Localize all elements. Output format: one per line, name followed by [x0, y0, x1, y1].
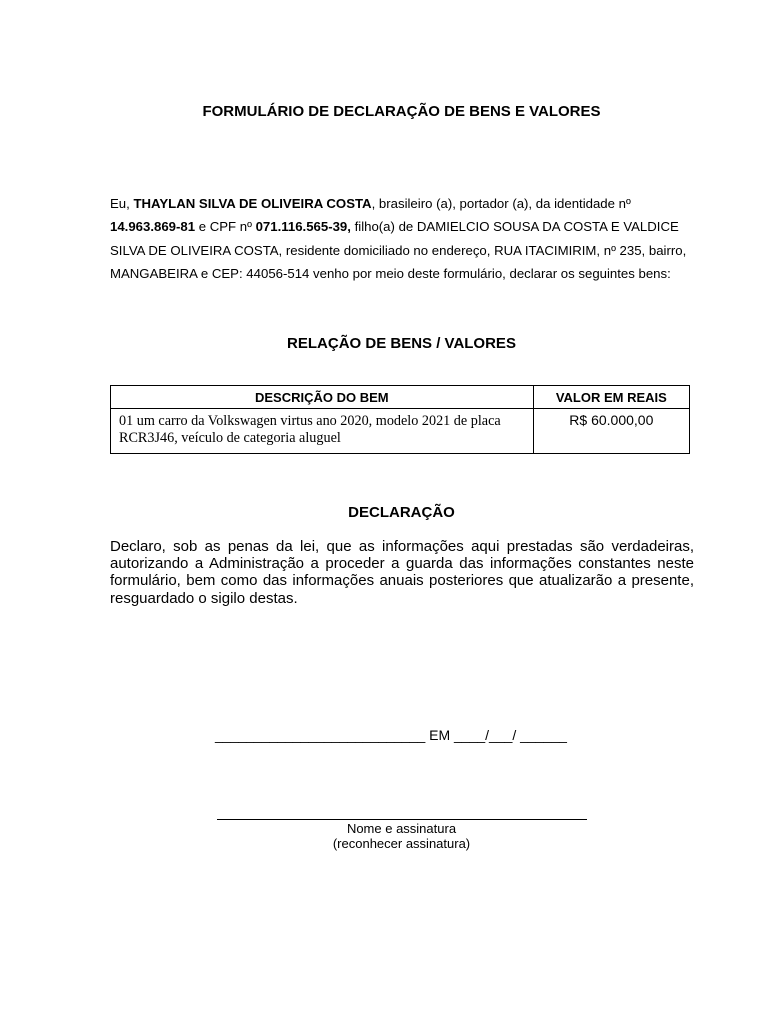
- place-date-line: ___________________________ EM ____/___/ ______: [215, 727, 567, 743]
- intro-paragraph: [110, 192, 695, 285]
- intro-text-4: filho(a) de DAMIELCIO SOUSA DA COSTA E VALDICE SILVA DE OLIVEIRA COSTA, residente domiciliado no endereço, RUA ITACIMIRIM, nº 235, bairro, MANGABEIRA e CEP: 44056-514 venho por meio deste formulário, declarar os seguintes bens:: [110, 219, 687, 281]
- declarant-name: THAYLAN SILVA DE OLIVEIRA COSTA: [133, 196, 372, 211]
- asset-value: R$ 60.000,00: [533, 409, 689, 454]
- assets-table: [110, 385, 690, 454]
- identity-number: 14.963.869-81: [110, 219, 196, 235]
- cpf-number: 071.116.565-39,: [255, 219, 351, 235]
- table-row: [111, 409, 690, 454]
- relation-title: RELAÇÃO DE BENS / VALORES: [287, 335, 516, 352]
- signature-name-label: Nome e assinatura: [346, 821, 457, 836]
- intro-text-3: e CPF nº: [195, 219, 256, 235]
- asset-description: 01 um carro da Volkswagen virtus ano 2020, modelo 2021 de placa RCR3J46, veículo de categoria aluguel: [111, 409, 534, 454]
- document-title: FORMULÁRIO DE DECLARAÇÃO DE BENS E VALORES: [202, 103, 601, 120]
- header-value: VALOR EM REAIS: [533, 386, 689, 409]
- intro-text-2: , brasileiro (a), portador (a), da identidade nº: [371, 196, 631, 211]
- signature-line: [217, 805, 587, 820]
- intro-text-1: Eu,: [110, 196, 134, 211]
- declaration-title: DECLARAÇÃO: [348, 504, 455, 521]
- signature-note: (reconhecer assinatura): [332, 836, 471, 851]
- header-description: DESCRIÇÃO DO BEM: [111, 386, 534, 409]
- declaration-text: Declaro, sob as penas da lei, que as informações aqui prestadas são verdadeiras, autorizando a Administração a proceder a guarda das informações constantes neste formulário, bem como das informações anuais posteriores que atualizarão a presente, resguardado o sigilo destas.: [110, 538, 694, 607]
- table-header-row: [111, 386, 690, 409]
